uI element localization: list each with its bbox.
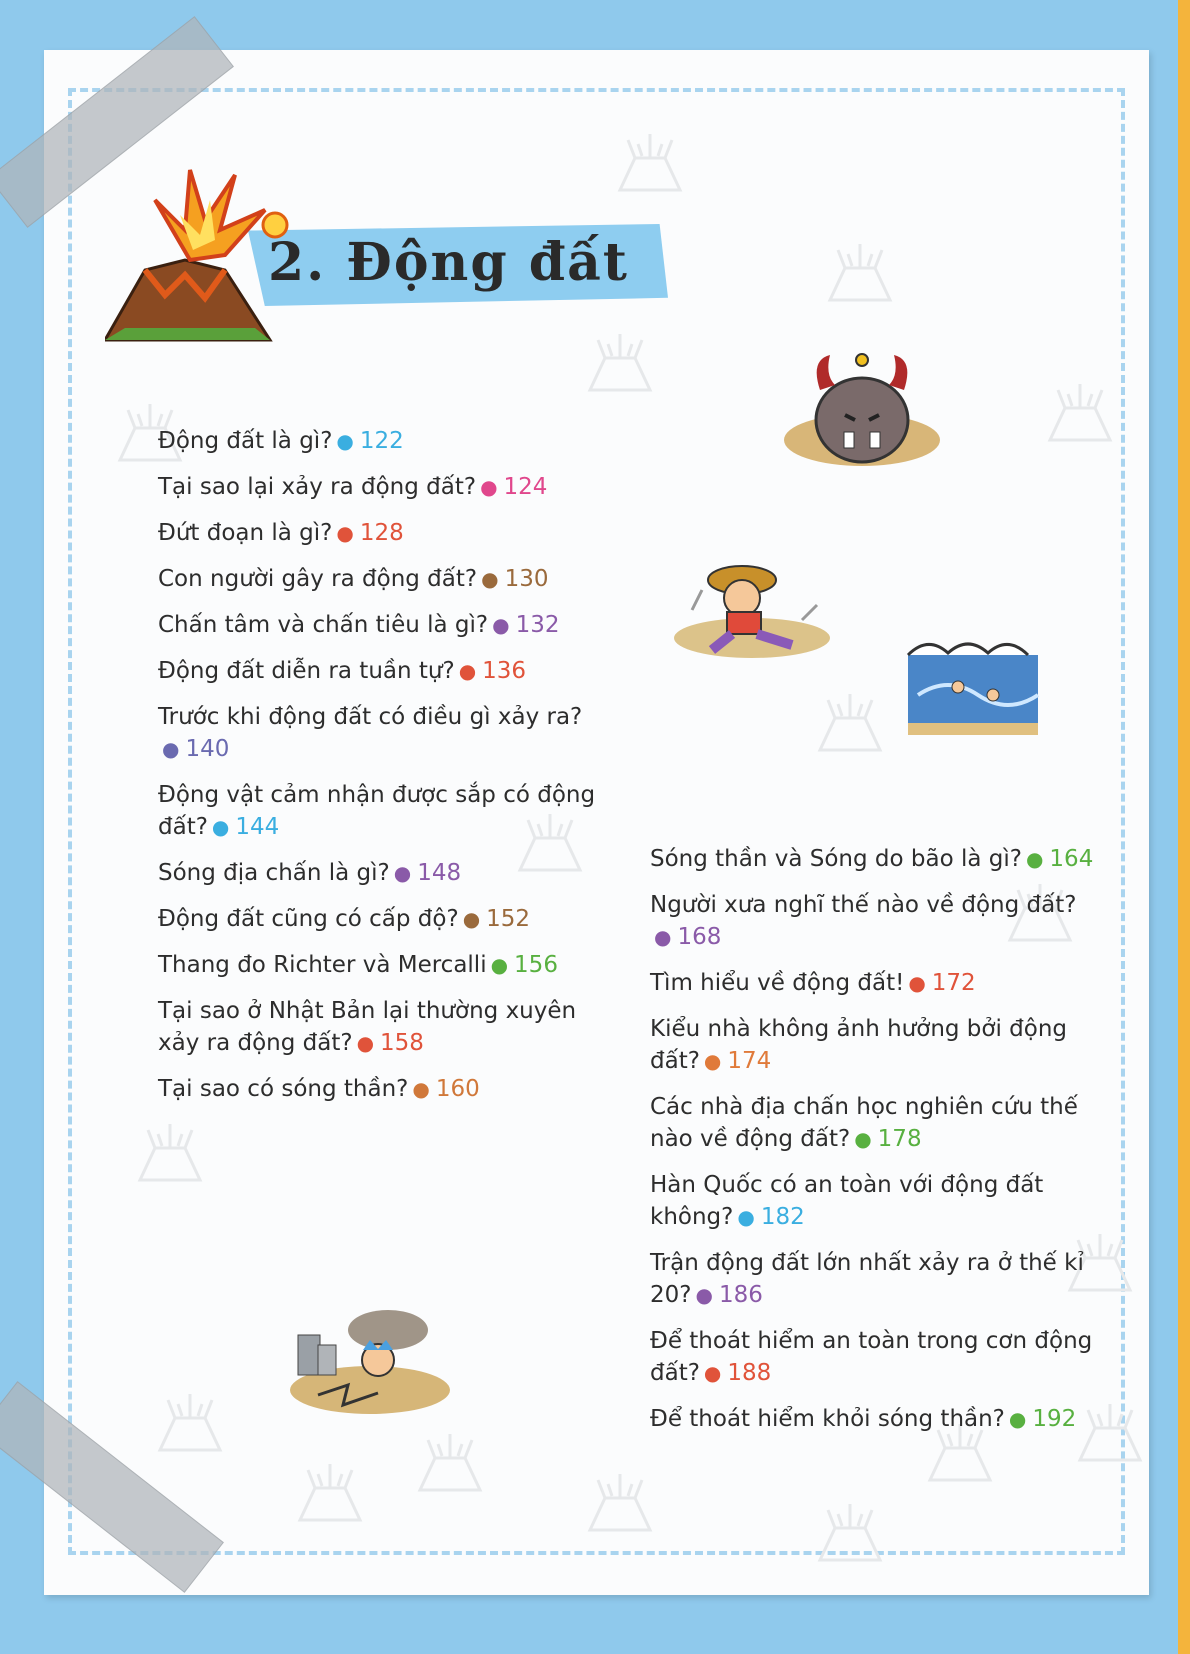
- toc-entry[interactable]: [158, 471, 608, 503]
- toc-entry[interactable]: [158, 903, 608, 935]
- earthquake-city-icon: [288, 1305, 453, 1415]
- toc-entry-page: 156: [514, 952, 558, 978]
- bullet-dot-icon: ●: [336, 429, 354, 453]
- bullet-dot-icon: ●: [356, 1031, 375, 1055]
- toc-entry-title: Các nhà địa chấn học nghiên cứu thế nào về động đất?: [650, 1094, 1078, 1152]
- toc-entry-page: 188: [727, 1360, 772, 1386]
- toc-entry[interactable]: [158, 779, 608, 843]
- toc-entry-title: Tại sao ở Nhật Bản lại thường xuyên xảy ra động đất?: [158, 998, 577, 1056]
- toc-entry-page: 130: [504, 566, 549, 592]
- bullet-dot-icon: ●: [336, 521, 354, 545]
- toc-entry-page: 192: [1032, 1406, 1077, 1432]
- bullet-dot-icon: ●: [480, 475, 498, 499]
- toc-entry[interactable]: [650, 1247, 1120, 1311]
- toc-entry-page: 172: [931, 970, 976, 996]
- toc-entry-title: Chấn tâm và chấn tiêu là gì?: [158, 612, 489, 638]
- bullet-dot-icon: ●: [458, 659, 477, 683]
- toc-entry[interactable]: [158, 517, 608, 549]
- toc-entry-title: Sóng địa chấn là gì?: [158, 860, 390, 886]
- toc-entry[interactable]: [650, 1013, 1120, 1077]
- bullet-dot-icon: ●: [162, 737, 180, 761]
- toc-entry[interactable]: [158, 1073, 608, 1105]
- bullet-dot-icon: ●: [211, 815, 230, 839]
- toc-entry-title: Trước khi động đất có điều gì xảy ra?: [158, 704, 583, 730]
- toc-entry-title: Động đất là gì?: [158, 428, 333, 454]
- toc-entry-title: Động đất diễn ra tuần tự?: [158, 658, 455, 684]
- toc-entry[interactable]: [650, 1403, 1120, 1435]
- toc-entry-title: Thang đo Richter và Mercalli: [158, 952, 487, 978]
- toc-entry[interactable]: [158, 563, 608, 595]
- bullet-dot-icon: ●: [703, 1361, 722, 1385]
- toc-entry-title: Tìm hiểu về động đất!: [650, 970, 905, 996]
- toc-entry-title: Tại sao có sóng thần?: [158, 1076, 409, 1102]
- running-boy-icon: [672, 550, 832, 660]
- toc-entry-page: 136: [482, 658, 527, 684]
- toc-entry[interactable]: [158, 949, 608, 981]
- bullet-dot-icon: ●: [462, 907, 481, 931]
- toc-entry[interactable]: [650, 1169, 1120, 1233]
- bullet-dot-icon: ●: [490, 953, 509, 977]
- toc-entry-title: Đứt đoạn là gì?: [158, 520, 333, 546]
- toc-entry-title: Trận động đất lớn nhất xảy ra ở thế kỉ 20?: [650, 1250, 1084, 1308]
- toc-entry-title: Động vật cảm nhận được sắp có động đất?: [158, 782, 596, 840]
- toc-entry[interactable]: [650, 889, 1120, 953]
- bullet-dot-icon: ●: [412, 1077, 430, 1101]
- bullet-dot-icon: ●: [737, 1205, 755, 1229]
- bullet-dot-icon: ●: [854, 1127, 872, 1151]
- bullet-dot-icon: ●: [393, 861, 412, 885]
- bullet-dot-icon: ●: [654, 925, 672, 949]
- toc-entry-title: Người xưa nghĩ thế nào về động đất?: [650, 892, 1077, 918]
- toc-entry-page: 148: [417, 860, 462, 886]
- toc-entry-page: 178: [877, 1126, 922, 1152]
- toc-entry[interactable]: [158, 995, 608, 1059]
- mole-monster-icon: [780, 340, 945, 470]
- toc-entry[interactable]: [158, 425, 608, 457]
- toc-entry-page: 168: [677, 924, 722, 950]
- toc-entry-title: Để thoát hiểm an toàn trong cơn động đất?: [650, 1328, 1093, 1386]
- page-title: 2. Động đất: [268, 232, 629, 293]
- toc-entry-title: Tại sao lại xảy ra động đất?: [158, 474, 477, 500]
- bullet-dot-icon: ●: [492, 613, 510, 637]
- toc-entry-page: 160: [435, 1076, 480, 1102]
- volcano-eruption-icon: [105, 160, 295, 350]
- toc-right-column: [650, 843, 1120, 1449]
- bullet-dot-icon: ●: [1008, 1407, 1027, 1431]
- toc-left-column: [158, 425, 608, 1119]
- toc-entry-page: 174: [727, 1048, 772, 1074]
- tsunami-wave-icon: [898, 635, 1043, 735]
- toc-entry-page: 128: [359, 520, 404, 546]
- toc-entry-page: 182: [760, 1204, 805, 1230]
- toc-entry-title: Kiểu nhà không ảnh hưởng bởi động đất?: [650, 1016, 1068, 1074]
- toc-entry[interactable]: [650, 843, 1120, 875]
- bullet-dot-icon: ●: [481, 567, 499, 591]
- toc-entry-page: 124: [503, 474, 548, 500]
- toc-entry[interactable]: [158, 655, 608, 687]
- toc-entry[interactable]: [650, 967, 1120, 999]
- bullet-dot-icon: ●: [908, 971, 926, 995]
- toc-entry[interactable]: [158, 609, 608, 641]
- toc-entry-page: 140: [185, 736, 230, 762]
- toc-entry-page: 186: [718, 1282, 763, 1308]
- toc-entry[interactable]: [650, 1091, 1120, 1155]
- toc-entry[interactable]: [158, 857, 608, 889]
- toc-entry-title: Con người gây ra động đất?: [158, 566, 478, 592]
- toc-entry-title: Hàn Quốc có an toàn với động đất không?: [650, 1172, 1044, 1230]
- toc-entry-page: 158: [380, 1030, 424, 1056]
- toc-entry[interactable]: [158, 701, 608, 765]
- toc-entry-title: Để thoát hiểm khỏi sóng thần?: [650, 1406, 1005, 1432]
- bullet-dot-icon: ●: [695, 1283, 713, 1307]
- bullet-dot-icon: ●: [703, 1049, 722, 1073]
- toc-entry[interactable]: [650, 1325, 1120, 1389]
- toc-entry-page: 144: [235, 814, 280, 840]
- toc-entry-page: 164: [1049, 846, 1094, 872]
- bullet-dot-icon: ●: [1025, 847, 1044, 871]
- toc-entry-title: Động đất cũng có cấp độ?: [158, 906, 459, 932]
- toc-entry-title: Sóng thần và Sóng do bão là gì?: [650, 846, 1022, 872]
- toc-entry-page: 122: [359, 428, 404, 454]
- toc-entry-page: 132: [515, 612, 560, 638]
- toc-entry-page: 152: [486, 906, 531, 932]
